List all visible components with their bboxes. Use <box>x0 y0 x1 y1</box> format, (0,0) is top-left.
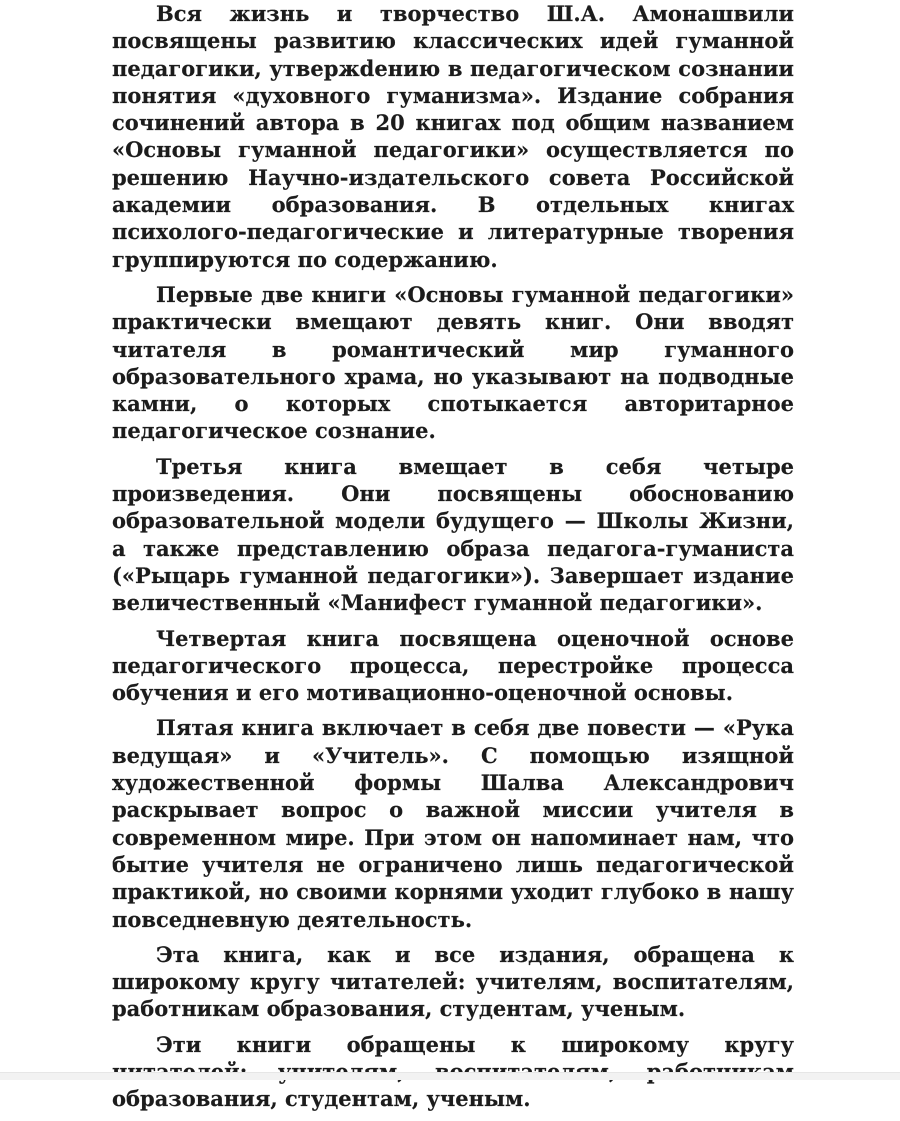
paragraph-2: Первые две книги «Основы гуманной педагогики» практически вмещают девять книг. Они вводят читателя в романтический мир гуманного образовательного храма, но указывают на подводные камни, о которых спотыкается авторитарное педагогическое сознание. <box>112 281 794 444</box>
paragraph-4: Четвертая книга посвящена оценочной основе педагогического процесса, перестройке процесса обучения и его мотивационно-оценочной основы. <box>112 625 794 706</box>
paragraph-7: Эти книги обращены к широкому кругу образования, студентам, ученым. <box>112 1031 794 1112</box>
page-bottom-edge <box>0 1072 900 1080</box>
paragraph-1: Вся жизнь и творчество Ш.А. Амонашвили посвящены развитию классических идей гуманной педагогики, утвержdению в педагогическом сознании понятия «духовного гуманизма». Издание собрания сочинений автора в 20 книгах под общим названием «Основы гуманной педагогики» осуществляется по решению Научно-издательского совета Российской академии образования. В отдельных книгах психолого-педагогические и литературные творения группируются по содержанию. <box>112 1 794 272</box>
paragraph-3: Третья книга вмещает в себя четыре произведения. Они посвящены обоснованию образовательной модели будущего — Школы Жизни, а также представлению образа педагога-гуманиста («Рыцарь гуманной педагогики»). Завершает издание величественный «Манифест гуманной педагогики». <box>112 453 794 616</box>
text-column <box>112 0 794 1121</box>
paragraph-6: Эта книга, как и все издания, обращена к широкому кругу читателей: учителям, воспитателям, работникам образования, студентам, ученым. <box>112 941 794 1022</box>
paragraph-5: Пятая книга включает в себя две повести — «Рука ведущая» и «Учитель». С помощью изящной художественной формы Шалва Александрович раскрывает вопрос о важной миссии учителя в современном мире. При этом он напоминает нам, что бытие учителя не ограничено лишь педагогической практикой, но своими корнями уходит глубоко в нашу повседневную деятельность. <box>112 715 794 932</box>
